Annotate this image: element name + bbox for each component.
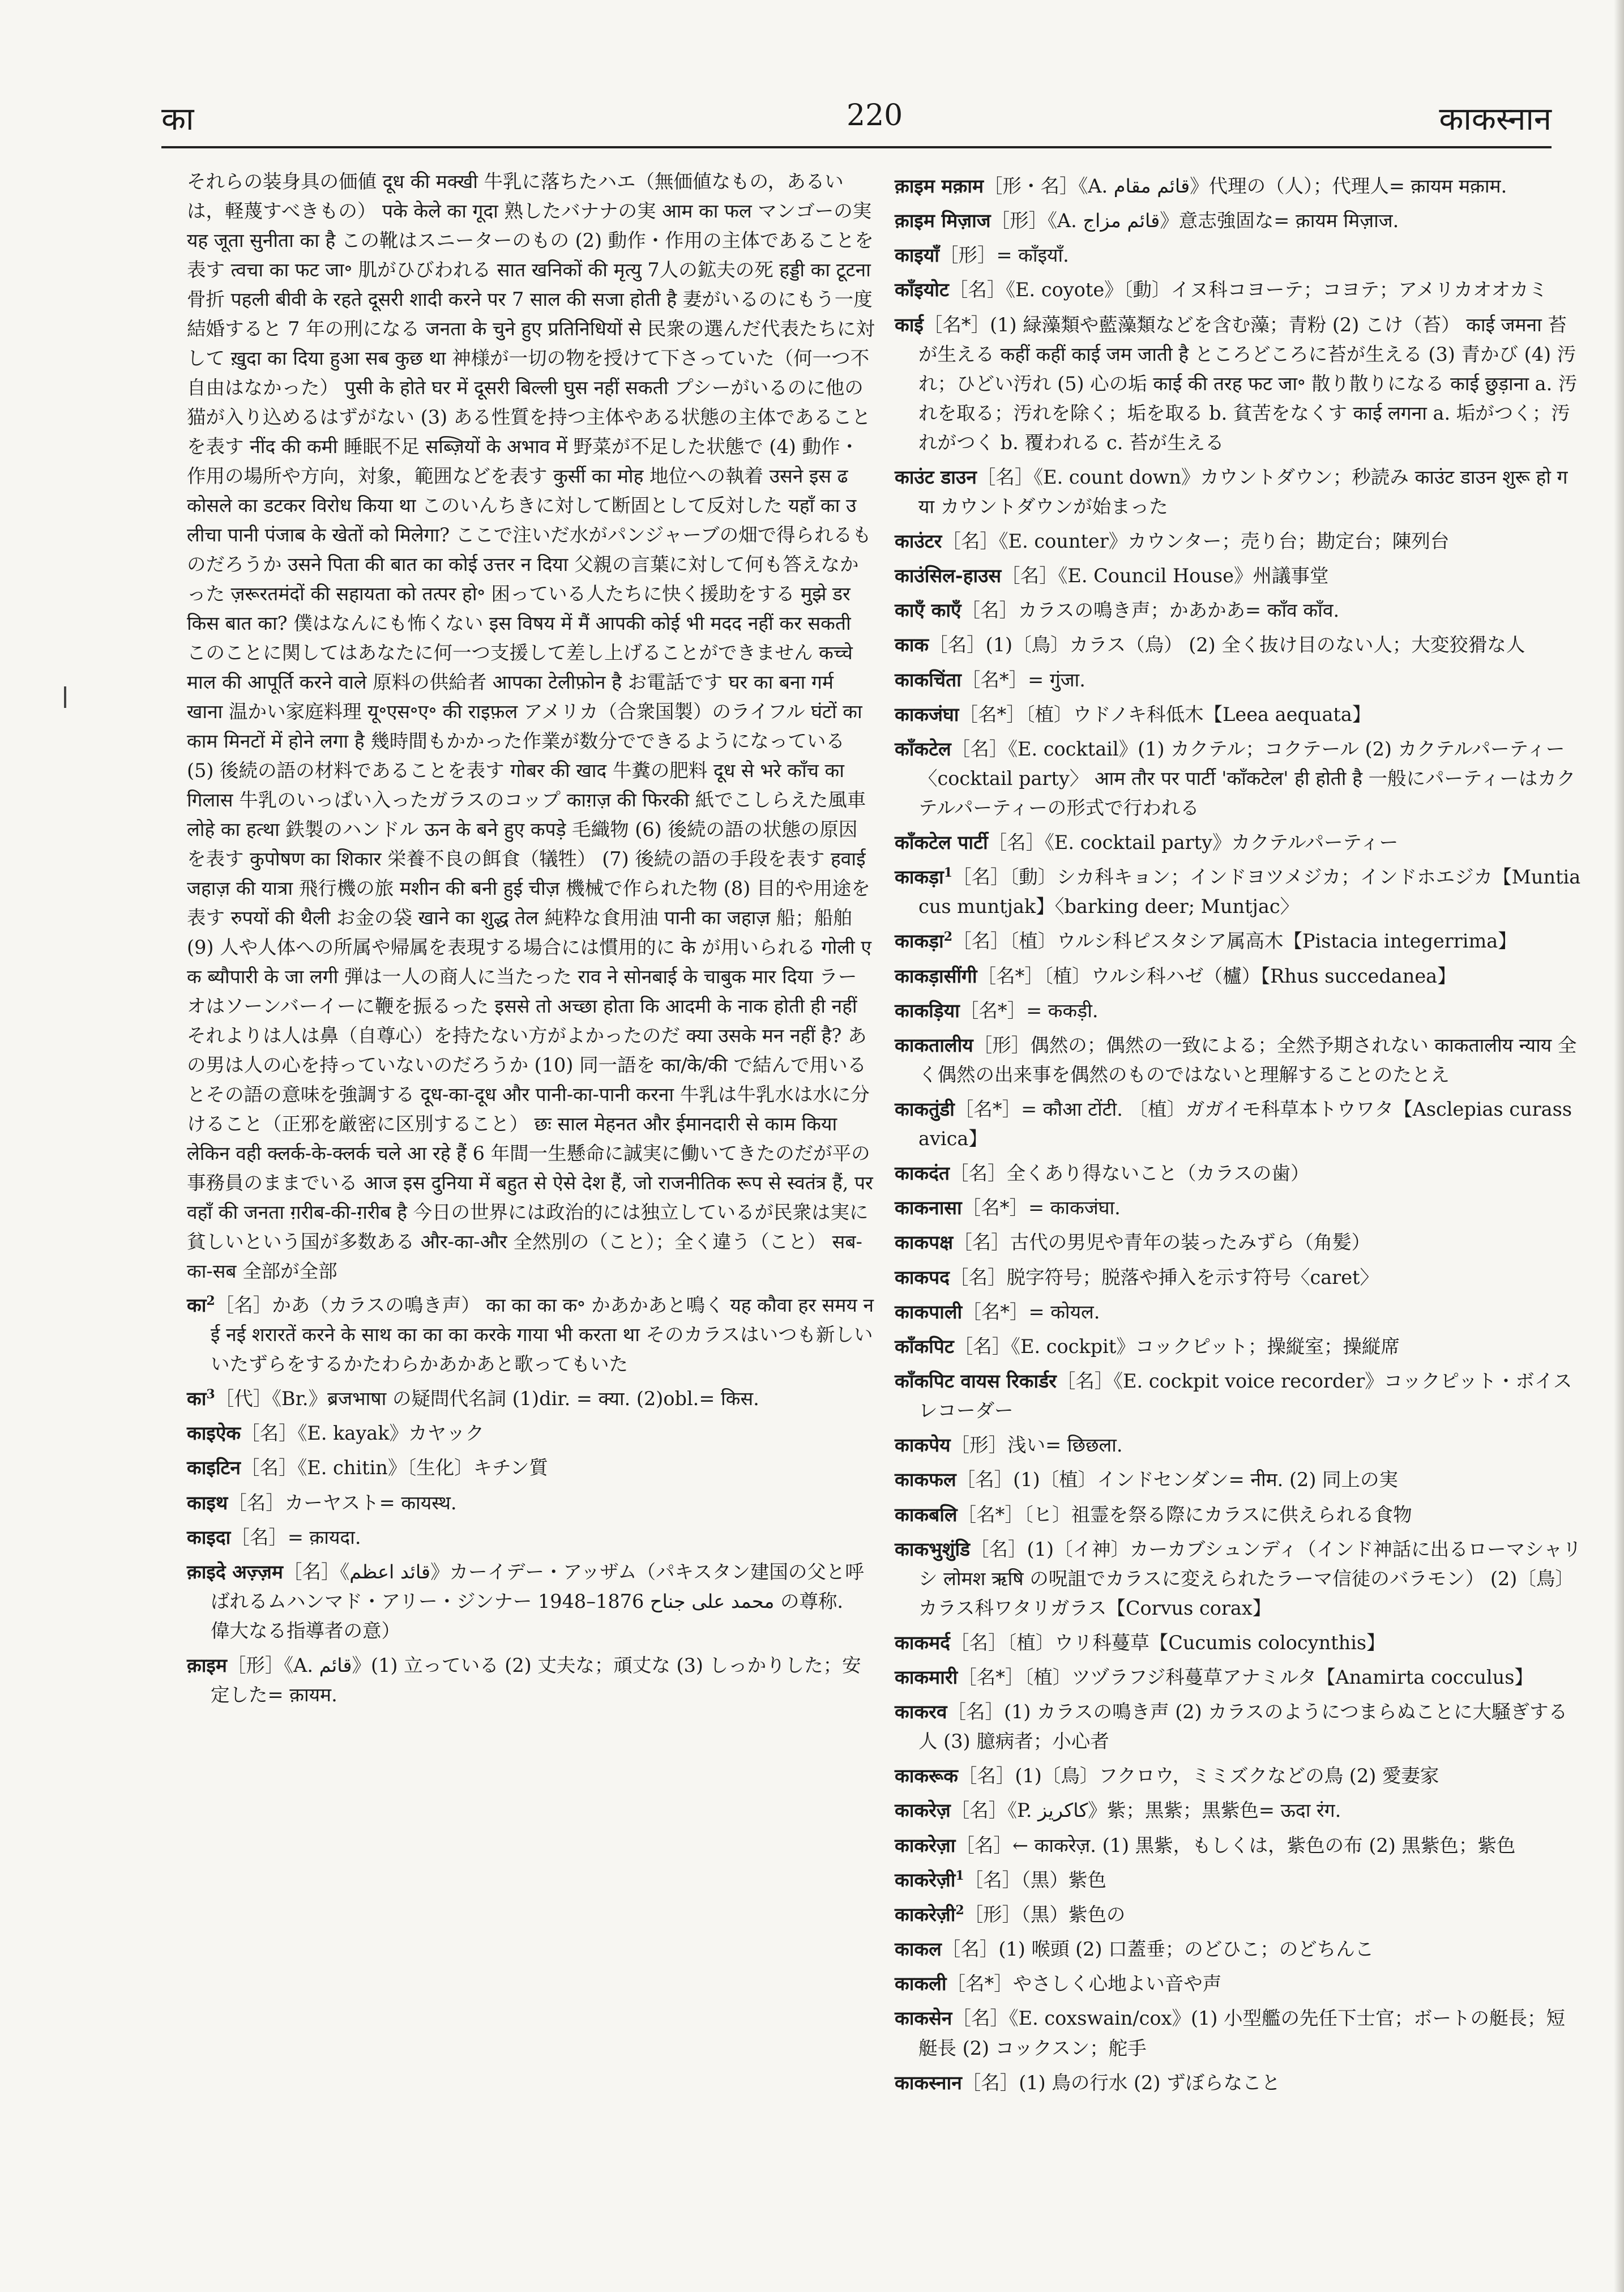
dictionary-entry bbox=[895, 730, 1583, 823]
entry-homonym-number: 1 bbox=[955, 1868, 964, 1883]
entry-headword: काकफल bbox=[895, 1469, 956, 1491]
dictionary-entry bbox=[895, 1530, 1583, 1623]
header-guide-word-right: काकस्नान bbox=[1439, 101, 1552, 138]
dictionary-entry bbox=[895, 992, 1583, 1026]
dictionary-entry bbox=[895, 1930, 1583, 1964]
entry-definition: ［名］〔動〕シカ科キョン；インドヨツメジカ；インドホエジカ【Muntiacus muntjak】〈barking deer; Muntjac〉 bbox=[918, 866, 1581, 918]
entry-headword: काकरूक bbox=[895, 1765, 958, 1787]
margin-mark bbox=[64, 686, 66, 708]
entry-definition: ［名］《E. cocktail party》カクテルパーティー bbox=[988, 831, 1399, 854]
entry-headword: काकभुशुंडि bbox=[895, 1538, 971, 1560]
entry-headword: काइऐक bbox=[187, 1422, 241, 1445]
dictionary-entry bbox=[895, 306, 1583, 458]
entry-definition: ［名*］= काकजंघा. bbox=[961, 1197, 1121, 1219]
dictionary-entry bbox=[895, 1861, 1583, 1895]
entry-homonym-number: 3 bbox=[206, 1387, 215, 1402]
dictionary-entry bbox=[895, 1757, 1583, 1791]
entry-headword: काकतालीय bbox=[895, 1034, 973, 1056]
dictionary-entry bbox=[895, 1461, 1583, 1495]
entry-headword: काकबलि bbox=[895, 1503, 958, 1526]
entry-definition: ［名］《E. coyote》〔動〕イヌ科コヨーテ；コヨテ；アメリカオオカミ bbox=[948, 279, 1548, 301]
entry-definition: ［名*］〔ヒ〕祖霊を祭る際にカラスに供えられる食物 bbox=[957, 1503, 1412, 1526]
entry-headword: काँकटेल पार्टी bbox=[895, 831, 988, 854]
entry-definition: ［名］(1) 鳥の行水 (2) ずぼらなこと bbox=[961, 2071, 1281, 2094]
entry-headword: काकचिंता bbox=[895, 668, 961, 691]
entry-definition: ［名］《E. chitin》〔生化〕キチン質 bbox=[241, 1457, 548, 1479]
entry-definition: ［名］〔植〕ウルシ科ピスタシア属高木【Pistacia integerrima】 bbox=[952, 930, 1517, 953]
entry-definition: ［名］《E. coxswain/cox》(1) 小型艦の先任下士官；ボートの艇長；短艇長 (2) コックスン；舵手 bbox=[918, 2007, 1566, 2059]
entry-headword: काउंटर bbox=[895, 530, 942, 553]
entry-headword: काकरेज़ा bbox=[895, 1834, 956, 1856]
entry-headword: का bbox=[187, 1294, 207, 1317]
entry-definition: ［名］《E. cocktail》(1) カクテル；コクテール (2) カクテルパーティー〈cocktail party〉 आम तौर पर पार्टी 'काँकटेल' ही होती है 一般にパーティーはカクテルパーティーの形式で行われる bbox=[918, 738, 1576, 820]
entry-definition: ［名］(1)〔鳥〕カラス（烏） (2) 全く抜け目のない人；大変狡猾な人 bbox=[929, 634, 1525, 656]
entry-headword: काकतुंडी bbox=[895, 1098, 955, 1121]
entry-definition: ［形］偶然の；偶然の一致による；全然予期されない काकतालीय न्याय 全く偶然の出来事を偶然のものではないと理解することのたとえ bbox=[918, 1034, 1577, 1086]
entry-definition: ［名］(1)〔イ神〕カーカブシュンディ（インド神話に出るローマシャリシ लोमश ऋषि の呪詛でカラスに変えられたラーマ信徒のバラモン） (2)〔鳥〕カラス科ワタリガラス【Corvus corax】 bbox=[918, 1538, 1582, 1619]
entry-definition: ［名］《E. cockpit voice recorder》コックピット・ボイスレコーダー bbox=[918, 1370, 1572, 1422]
entry-headword: काकरेज़ी bbox=[895, 1868, 956, 1891]
entry-definition: ［形］浅い= छिछला. bbox=[950, 1434, 1123, 1457]
entry-headword: काकदंत bbox=[895, 1162, 950, 1185]
entry-definition: ［名］カーヤスト= कायस्थ. bbox=[228, 1491, 457, 1514]
entry-headword: काई bbox=[895, 313, 924, 336]
entry-headword: काकल bbox=[895, 1938, 942, 1961]
entry-definition: ［名*］〔植〕ウルシ科ハゼ（櫨）【Rhus succedanea】 bbox=[977, 964, 1456, 987]
entry-headword: काइटिन bbox=[187, 1457, 241, 1479]
right-column bbox=[895, 167, 1583, 2098]
dictionary-entry bbox=[187, 1646, 875, 1710]
dictionary-entry bbox=[895, 557, 1583, 591]
dictionary-entry bbox=[187, 1380, 875, 1414]
entry-definition: ［名*］やさしく心地よい音や声 bbox=[946, 1973, 1222, 1995]
dictionary-entry bbox=[895, 522, 1583, 556]
dictionary-entry bbox=[895, 2064, 1583, 2098]
dictionary-entry bbox=[895, 823, 1583, 857]
entry-definition: ［名］《E. cockpit》コックピット；操縦室；操縦席 bbox=[954, 1335, 1400, 1358]
entry-definition: ［名］全くあり得ないこと（カラスの歯） bbox=[950, 1162, 1310, 1185]
entry-definition: ［代］《Br.》ब्रजभाषा の疑問代名詞 (1)dir. = क्या. (2)obl.= किस. bbox=[215, 1388, 759, 1410]
entry-headword: काकड़ासींगी bbox=[895, 964, 977, 987]
entry-definition: ［名］← काकरेज़. (1) 黒紫，もしくは，紫色の布 (2) 黒紫色；紫色 bbox=[955, 1834, 1516, 1856]
entry-headword: काकड़ा bbox=[895, 866, 944, 889]
entry-headword: काक bbox=[895, 634, 929, 656]
entry-headword: काकली bbox=[895, 1973, 947, 1995]
dictionary-entry bbox=[895, 271, 1583, 305]
entry-homonym-number: 2 bbox=[955, 1902, 964, 1918]
entry-headword: काकरव bbox=[895, 1701, 947, 1723]
dictionary-entry bbox=[895, 858, 1583, 921]
entry-definition: ［名］= क़ायदा. bbox=[230, 1526, 361, 1548]
left-entry-list bbox=[187, 1286, 875, 1710]
entry-headword: काँकपिट bbox=[895, 1335, 954, 1358]
entry-headword: काकजंघा bbox=[895, 703, 959, 725]
entry-headword: काकड़िया bbox=[895, 999, 960, 1022]
entry-definition: ［形］（黒）紫色の bbox=[964, 1903, 1126, 1926]
entry-definition: ［名］かあ（カラスの鳴き声） का का का क॰ かあかあと鳴く यह कौवा हर समय नई नई शरारतें करने के साथ का का का करके गाया भी करता था そのカラスはいつも新しいいたずらをするかたわらかあかあと歌ってもいた bbox=[211, 1294, 874, 1376]
entry-headword: काएँ काएँ bbox=[895, 599, 961, 622]
entry-definition: ［名］《E. kayak》カヤック bbox=[241, 1422, 485, 1445]
dictionary-entry bbox=[895, 1826, 1583, 1860]
entry-definition: ［名*］= गुंजा. bbox=[961, 668, 1085, 691]
entry-headword: काकपेय bbox=[895, 1434, 951, 1457]
dictionary-entry bbox=[895, 458, 1583, 522]
dictionary-entry bbox=[895, 1965, 1583, 1999]
entry-definition: ［名］〔植〕ウリ科蔓草【Cucumis colocynthis】 bbox=[950, 1632, 1386, 1654]
entry-definition: ［名］（黒）紫色 bbox=[964, 1868, 1106, 1891]
entry-headword: काकसेन bbox=[895, 2007, 952, 2030]
dictionary-entry bbox=[895, 1496, 1583, 1530]
header-rule bbox=[161, 146, 1552, 148]
entry-headword: काकपक्ष bbox=[895, 1231, 954, 1254]
dictionary-entry bbox=[187, 1414, 875, 1448]
dictionary-entry bbox=[895, 591, 1583, 625]
entry-headword: काँइयोट bbox=[895, 279, 949, 301]
entry-definition: ［名］(1) カラスの鳴き声 (2) カラスのようにつまらぬことに大騒ぎする人 (3) 臆病者；小心者 bbox=[918, 1701, 1568, 1753]
dictionary-entry bbox=[895, 1658, 1583, 1692]
dictionary-entry bbox=[895, 202, 1583, 236]
entry-definition: ［名］《E. count down》カウントダウン；秒読み काउंट डाउन शुरू हो गया カウントダウンが始まった bbox=[918, 466, 1568, 518]
entry-homonym-number: 2 bbox=[206, 1294, 215, 1308]
entry-headword: काउंसिल-हाउस bbox=[895, 565, 1002, 587]
dictionary-entry bbox=[895, 922, 1583, 956]
entry-definition: ［名］(1) 喉頭 (2) 口蓋垂；のどひこ；のどちんこ bbox=[941, 1938, 1374, 1961]
entry-headword: काकमारी bbox=[895, 1666, 958, 1689]
entry-definition: ［名］《E. counter》カウンター；売り台；勘定台；陳列台 bbox=[942, 530, 1450, 553]
dictionary-entry bbox=[895, 1328, 1583, 1361]
dictionary-entry bbox=[895, 661, 1583, 695]
dictionary-entry bbox=[895, 1154, 1583, 1188]
entry-definition: ［形］《A. قائم》(1) 立っている (2) 丈夫な；頑丈な (3) しっかりした；安定した= क़ायम. bbox=[211, 1654, 861, 1706]
entry-definition: ［名］《P. کاکریز》紫；黒紫；黒紫色= ऊदा रंग. bbox=[950, 1799, 1341, 1822]
dictionary-entry bbox=[895, 1624, 1583, 1658]
entry-headword: काकपाली bbox=[895, 1300, 963, 1323]
entry-definition: ［形・名］《A. قائم مقام》代理の（人）；代理人= क़ायम मक़ाम. bbox=[984, 175, 1507, 198]
entry-headword: काइथ bbox=[187, 1491, 228, 1514]
dictionary-entry bbox=[187, 1553, 875, 1646]
page-header bbox=[161, 96, 1552, 147]
entry-definition: ［名］(1)〔植〕インドセンダン= नीम. (2) 同上の実 bbox=[956, 1469, 1399, 1491]
entry-headword: काकरेज़ bbox=[895, 1799, 951, 1822]
entry-definition: ［名］《قائد اعظم》カーイデー・アッザム（パキスタン建国の父と呼ばれるムハンマド・アリー・ジンナー محمد علی جناح 1876–1948 の尊称．偉大なる指導者の意） bbox=[211, 1561, 864, 1642]
dictionary-entry bbox=[895, 167, 1583, 201]
dictionary-entry bbox=[187, 1449, 875, 1483]
entry-headword: काइदा bbox=[187, 1526, 231, 1548]
left-column bbox=[187, 167, 875, 1710]
dictionary-entry bbox=[895, 1362, 1583, 1425]
dictionary-entry bbox=[895, 1693, 1583, 1756]
entry-headword: काइयाँ bbox=[895, 244, 939, 267]
entry-definition: ［名*］= ककड़ी. bbox=[959, 999, 1099, 1022]
entry-headword: क़ाइम bbox=[187, 1654, 227, 1677]
entry-definition: ［形］《A. قائم مزاج》意志強固な= क़ायम मिज़ाज. bbox=[990, 210, 1399, 232]
entry-headword: काकनासा bbox=[895, 1197, 962, 1219]
entry-definition: ［名*］〔植〕ウドノキ科低木【Leea aequata】 bbox=[959, 703, 1371, 725]
entry-headword: काउंट डाउन bbox=[895, 466, 977, 488]
entry-headword: क़ाइदे अज़्ज़म bbox=[187, 1561, 283, 1584]
dictionary-entry bbox=[187, 1484, 875, 1518]
dictionary-entry bbox=[895, 1258, 1583, 1292]
dictionary-entry bbox=[895, 626, 1583, 660]
dictionary-entry bbox=[895, 957, 1583, 991]
entry-headword: काकड़ा bbox=[895, 930, 944, 953]
page-spine-shadow bbox=[1614, 0, 1624, 2292]
entry-definition: ［名］脱字符号；脱落や挿入を示す符号〈caret〉 bbox=[949, 1266, 1379, 1288]
entry-definition: ［名］カラスの鳴き声；かあかあ= काँव काँव. bbox=[961, 599, 1340, 622]
dictionary-entry bbox=[187, 1518, 875, 1552]
entry-headword: काकस्नान bbox=[895, 2071, 962, 2094]
header-guide-word-left: का bbox=[161, 101, 194, 138]
entry-headword: काँकपिट वायस रिकार्डर bbox=[895, 1370, 1057, 1393]
dictionary-entry bbox=[895, 1090, 1583, 1154]
entry-definition: ［名］(1)〔鳥〕フクロウ，ミミズクなどの鳥 (2) 愛妻家 bbox=[958, 1765, 1439, 1787]
entry-definition: ［名］《E. Council House》州議事堂 bbox=[1001, 565, 1329, 587]
dictionary-entry bbox=[895, 1896, 1583, 1930]
dictionary-entry bbox=[895, 1189, 1583, 1223]
dictionary-entry bbox=[895, 1999, 1583, 2063]
entry-definition: ［名*］= कोयल. bbox=[962, 1300, 1100, 1323]
dictionary-entry bbox=[895, 1293, 1583, 1327]
right-entry-list bbox=[895, 167, 1583, 2098]
dictionary-entry bbox=[895, 236, 1583, 270]
dictionary-entry bbox=[895, 1426, 1583, 1460]
page-number: 220 bbox=[847, 99, 903, 133]
entry-definition: ［形］= काँइयाँ. bbox=[939, 244, 1069, 267]
dictionary-entry bbox=[895, 1026, 1583, 1090]
dictionary-entry bbox=[895, 1223, 1583, 1257]
entry-headword: काकरेज़ी bbox=[895, 1903, 956, 1926]
dictionary-entry bbox=[187, 1286, 875, 1379]
entry-headword: काकमर्द bbox=[895, 1632, 950, 1654]
entry-definition: ［名*］(1) 緑藻類や藍藻類などを含む藻；青粉 (2) こけ（苔） काई जमना 苔が生える कहीं कहीं काई जम जाती है ところどころに苔が生える (3) 青かび (4) 汚れ；ひどい汚れ (5) 心の垢 काई की तरह फट जा॰ 散り散りになる काई छुड़ाना a. 汚れを取る；汚れを除く；垢を取る b. 貧苦をなくす काई लगना a. 垢がつく；汚れがつく b. 覆われる c. 苔が生える bbox=[918, 313, 1578, 454]
continued-entry-text: それらの装身具の価値 दूध की मक्खी 牛乳に落ちたハエ（無価値なもの，あるいは，軽蔑すべきもの） पके केले का गूदा 熟したバナナの実 आम का फल マンゴーの実 यह जूता सुनीता का है この靴はスニーターのもの (2) 動作・作用の主体であることを表す त्वचा का फट जा॰ 肌がひびわれる सात खनिकों की मृत्यु 7人の鉱夫の死 हड्डी का टूटना 骨折 पहली बीवी के रहते दूसरी शादी करने पर 7 साल की सजा होती है 妻がいるのにもう一度結婚すると 7 年の刑になる जनता के चुने हुए प्रतिनिधियों से 民衆の選んだ代表たちに対して ख़ुदा का दिया हुआ सब कुछ था 神様が一切の物を授けて下さっていた（何一つ不自由はなかった） पुसी के होते घर में दूसरी बिल्ली घुस नहीं सकती プシーがいるのに他の猫が入り込めるはずがない (3) ある性質を持つ主体やある状態の主体であることを表す नींद की कमी 睡眠不足 सब्ज़ियों के अभाव में 野菜が不足した状態で (4) 動作・作用の場所や方向，対象，範囲などを表す कुर्सी का मोह 地位への執着 उसने इस ढकोसले का डटकर विरोध किया था このいんちきに対して断固として反対した यहाँ का उलीचा पानी पंजाब के खेतों को मिलेगा? ここで注いだ水がパンジャーブの畑で得られるものだろうか उसने पिता की बात का कोई उत्तर न दिया 父親の言葉に対して何も答えなかった ज़रूरतमंदों की सहायता को तत्पर हो॰ 困っている人たちに快く援助をする मुझे डर किस बात का? 僕はなんにも怖くない इस विषय में मैं आपकी कोई भी मदद नहीं कर सकती このことに関してはあなたに何一つ支援して差し上げることができません कच्चे माल की आपूर्ति करने वाले 原料の供給者 आपका टेलीफ़ोन है お電話です घर का बना गर्म खाना 温かい家庭料理 यू॰एस॰ए॰ की राइफ़ल アメリカ（合衆国製）のライフル घंटों का काम मिनटों में होने लगा है 幾時間もかかった作業が数分でできるようになっている (5) 後続の語の材料であることを表す गोबर की खाद 牛糞の肥料 दूध से भरे काँच का गिलास 牛乳のいっぱい入ったガラスのコップ काग़ज़ की फिरकी 紙でこしらえた風車 लोहे का हत्था 鉄製のハンドル ऊन के बने हुए कपड़े 毛織物 (6) 後続の語の状態の原因を表す कुपोषण का शिकार 栄養不良の餌食（犠牲） (7) 後続の語の手段を表す हवाई जहाज़ की यात्रा 飛行機の旅 मशीन की बनी हुई चीज़ 機械で作られた物 (8) 目的や用途を表す रुपयों की थैली お金の袋 खाने का शुद्ध तेल 純粋な食用油 पानी का जहाज़ 船；船舶 (9) 人や人体への所属や帰属を表現する場合には慣用的に के が用いられる गोली एक ब्यौपारी के जा लगी 弾は一人の商人に当たった राव ने सोनबाई के चाबुक मार दिया ラーオはソーンバーイーに鞭を振るった इससे तो अच्छा होता कि आदमी के नाक होती ही नहीं それよりは人は鼻（自尊心）を持たない方がよかったのだ क्या उसके मन नहीं है? あの男は人の心を持っていないのだろうか (10) 同一語を का/के/की で結んで用いるとその語の意味を強調する दूध-का-दूध और पानी-का-पानी करना 牛乳は牛乳水は水に分けること（正邪を厳密に区別すること） छः साल मेहनत और ईमानदारी से काम किया लेकिन वही क्लर्क-के-क्लर्क चले आ रहे हैं 6 年間一生懸命に誠実に働いてきたのだが平の事務員のままでいる आज इस दुनिया में बहुत से ऐसे देश हैं, जो राजनीतिक रूप से स्वतंत्र हैं, पर वहाँ की जनता ग़रीब-की-ग़रीब है 今日の世界には政治的には独立しているが民衆は実に貧しいという国が多数ある और-का-और 全然別の（こと）；全く違う（こと） सब-का-सब 全部が全部 bbox=[187, 170, 875, 1282]
entry-homonym-number: 1 bbox=[943, 865, 953, 881]
entry-headword: काँकटेल bbox=[895, 738, 951, 761]
entry-headword: क़ाइम मिज़ाज bbox=[895, 210, 991, 232]
entry-headword: का bbox=[187, 1388, 207, 1410]
dictionary-entry bbox=[895, 695, 1583, 729]
entry-homonym-number: 2 bbox=[943, 929, 953, 945]
entry-headword: काकपद bbox=[895, 1266, 950, 1288]
entry-headword: क़ाइम मक़ाम bbox=[895, 175, 984, 198]
dictionary-entry bbox=[895, 1791, 1583, 1825]
entry-definition: ［名*］= कौआ टोंटी. 〔植〕ガガイモ科草本トウワタ【Asclepias curassavica】 bbox=[918, 1098, 1572, 1150]
entry-definition: ［名］古代の男児や青年の装ったみずら（角髪） bbox=[953, 1231, 1371, 1254]
entry-definition: ［名*］〔植〕ツヅラフジ科蔓草アナミルタ【Anamirta cocculus】 bbox=[958, 1666, 1533, 1689]
